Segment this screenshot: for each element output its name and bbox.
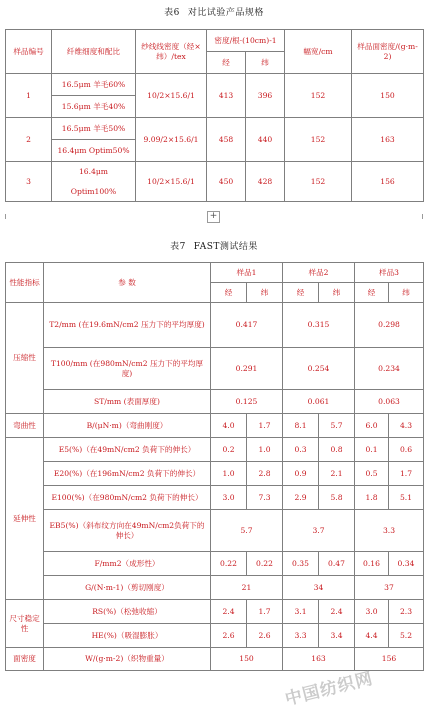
table6-cell-areal: 163 <box>352 118 424 162</box>
table7-value: 1.0 <box>247 438 283 462</box>
table7-value: 5.1 <box>389 486 424 510</box>
table6-cell-weft: 428 <box>246 162 285 202</box>
table7-caption-number: 表7 <box>170 242 186 252</box>
table7-value: 0.3 <box>283 438 319 462</box>
table7-value: 150 <box>211 648 283 671</box>
table7-group-stretch: 延伸性 <box>6 438 44 600</box>
table-row <box>6 462 424 486</box>
watermark: 中国纺织网 <box>283 668 376 710</box>
table7-caption <box>0 239 428 252</box>
table6-cell-areal: 150 <box>352 74 424 118</box>
table7-value: 0.234 <box>355 348 424 390</box>
table6-cell-warp: 450 <box>207 162 246 202</box>
table7-value: 0.315 <box>283 303 355 348</box>
table7-value: 0.9 <box>283 462 319 486</box>
table7-caption-title: FAST测试结果 <box>193 242 258 252</box>
table7-value: 0.1 <box>355 438 389 462</box>
table-corner-mark <box>422 214 423 219</box>
table7-param: B/(μN·m)（弯曲刚度） <box>44 414 211 438</box>
table-row <box>6 486 424 510</box>
table-row <box>6 390 424 414</box>
table6-cell-yarn: 10/2×15.6/1 <box>136 74 207 118</box>
table7-value: 3.3 <box>355 510 424 552</box>
table7-value: 3.3 <box>283 624 319 648</box>
add-row-button[interactable]: + <box>207 211 220 223</box>
table7-param: RS(%)（松弛收缩） <box>44 600 211 624</box>
table-row <box>6 74 424 96</box>
table7-param: E5(%)（在49mN/cm2 负荷下的伸长） <box>44 438 211 462</box>
table7-header-sample1: 样品1 <box>211 263 283 283</box>
table7-header-param: 参 数 <box>44 263 211 303</box>
table7-value: 0.35 <box>283 552 319 576</box>
table7-value: 2.6 <box>247 624 283 648</box>
table6-header-fiber-ratio: 纤维细度和配比 <box>52 30 136 74</box>
table6-header-density: 密度/根·(10cm)-1 <box>207 30 285 52</box>
table7-value: 3.1 <box>283 600 319 624</box>
table7-value: 5.8 <box>319 486 355 510</box>
table-row <box>6 552 424 576</box>
table7-value: 0.2 <box>211 438 247 462</box>
table7-value: 3.7 <box>283 510 355 552</box>
table7-header-weft: 纬 <box>389 283 424 303</box>
table7-value: 0.5 <box>355 462 389 486</box>
table-row <box>6 438 424 462</box>
table7-value: 2.1 <box>319 462 355 486</box>
table6-cell-areal: 156 <box>352 162 424 202</box>
table7-param: HE(%)（吸湿膨胀） <box>44 624 211 648</box>
table7-header-sample3: 样品3 <box>355 263 424 283</box>
table6 <box>5 29 424 202</box>
table7-value: 0.22 <box>247 552 283 576</box>
table7-param: G/(N·m-1)（剪切刚度） <box>44 576 211 600</box>
table7-header-warp: 经 <box>283 283 319 303</box>
table6-cell-width: 152 <box>285 74 352 118</box>
table6-cell-weft: 396 <box>246 74 285 118</box>
table7-value: 3.0 <box>355 600 389 624</box>
table7-value: 1.7 <box>389 462 424 486</box>
table7-value: 1.0 <box>211 462 247 486</box>
table7-value: 0.6 <box>389 438 424 462</box>
table7-value: 0.063 <box>355 390 424 414</box>
table7-value: 6.0 <box>355 414 389 438</box>
table7-value: 0.47 <box>319 552 355 576</box>
table6-header-yarn-density: 纱线线密度（经×纬）/tex <box>136 30 207 74</box>
table7-param: T100/mm (在980mN/cm2 压力下的平均厚度) <box>44 348 211 390</box>
table7-value: 3.4 <box>319 624 355 648</box>
table7-value: 1.7 <box>247 414 283 438</box>
table7-group-dimensional: 尺寸稳定性 <box>6 600 44 648</box>
table7-value: 34 <box>283 576 355 600</box>
table7-value: 0.22 <box>211 552 247 576</box>
table6-cell-yarn: 10/2×15.6/1 <box>136 162 207 202</box>
table6-header-sample-no: 样品编号 <box>6 30 52 74</box>
table-row <box>6 600 424 624</box>
table7-value: 4.0 <box>211 414 247 438</box>
table7-value: 163 <box>283 648 355 671</box>
table7-value: 8.1 <box>283 414 319 438</box>
table6-cell-width: 152 <box>285 162 352 202</box>
table6-cell-yarn: 9.09/2×15.6/1 <box>136 118 207 162</box>
table7-param: E20(%)（在196mN/cm2 负荷下的伸长） <box>44 462 211 486</box>
table-row <box>6 348 424 390</box>
table7-value: 0.8 <box>319 438 355 462</box>
table7-value: 5.7 <box>319 414 355 438</box>
table6-caption-number: 表6 <box>164 8 180 18</box>
table6-cell-warp: 413 <box>207 74 246 118</box>
table6-fiber-line: 16.4μm <box>78 166 109 176</box>
table7-param: ST/mm (表面厚度) <box>44 390 211 414</box>
table-row <box>6 576 424 600</box>
table-row <box>6 162 424 202</box>
table7-value: 7.3 <box>247 486 283 510</box>
table6-cell-no: 2 <box>6 118 52 162</box>
table6-header-weft: 纬 <box>246 52 285 74</box>
table7-value: 2.3 <box>389 600 424 624</box>
table7-header-index: 性能指标 <box>6 263 44 303</box>
table6-header-areal-density: 样品面密度/(g·m-2) <box>352 30 424 74</box>
table7-value: 4.4 <box>355 624 389 648</box>
table7-value: 0.061 <box>283 390 355 414</box>
table-row <box>6 414 424 438</box>
table7-value: 0.417 <box>211 303 283 348</box>
table6-caption-title: 对比试验产品规格 <box>187 8 264 18</box>
table-row <box>6 303 424 348</box>
table-row <box>6 624 424 648</box>
table7-value: 3.0 <box>211 486 247 510</box>
table6-cell-fiber: 16.5μm 羊毛60% <box>52 74 136 96</box>
table7-header-weft: 纬 <box>319 283 355 303</box>
table6-cell-width: 152 <box>285 118 352 162</box>
table6-cell-fiber: 15.6μm 羊毛40% <box>52 96 136 118</box>
table7-value: 0.254 <box>283 348 355 390</box>
table7-param: F/mm2（成形性） <box>44 552 211 576</box>
table-corner-mark <box>5 214 6 219</box>
table-row <box>6 510 424 552</box>
table7-header-weft: 纬 <box>247 283 283 303</box>
table6-header-warp: 经 <box>207 52 246 74</box>
table6-cell-fiber: 16.5μm 羊毛50% <box>52 118 136 140</box>
table7-param: E100(%)（在980mN/cm2 负荷下的伸长） <box>44 486 211 510</box>
table6-cell-weft: 440 <box>246 118 285 162</box>
table6-cell-warp: 458 <box>207 118 246 162</box>
table6-header-width: 幅宽/cm <box>285 30 352 74</box>
table7-group-areal: 面密度 <box>6 648 44 671</box>
table7-value: 5.7 <box>211 510 283 552</box>
table7 <box>5 262 424 671</box>
table7-value: 2.4 <box>319 600 355 624</box>
table7-value: 2.8 <box>247 462 283 486</box>
table7-value: 0.16 <box>355 552 389 576</box>
table7-value: 0.291 <box>211 348 283 390</box>
table7-header-warp: 经 <box>211 283 247 303</box>
table6-cell-no: 1 <box>6 74 52 118</box>
table7-value: 37 <box>355 576 424 600</box>
table7-value: 156 <box>355 648 424 671</box>
table6-cell-no: 3 <box>6 162 52 202</box>
table7-value: 0.125 <box>211 390 283 414</box>
table6-fiber-line: Optim100% <box>70 186 117 196</box>
table7-header-sample2: 样品2 <box>283 263 355 283</box>
table7-param: W/(g·m-2)（织物重量） <box>44 648 211 671</box>
table7-value: 1.7 <box>247 600 283 624</box>
table-row <box>6 118 424 140</box>
table7-value: 1.8 <box>355 486 389 510</box>
table7-value: 2.4 <box>211 600 247 624</box>
table6-cell-fiber: 16.4μm Optim50% <box>52 140 136 162</box>
table7-value: 4.3 <box>389 414 424 438</box>
table6-caption <box>0 5 428 18</box>
table7-header-warp: 经 <box>355 283 389 303</box>
table7-value: 0.34 <box>389 552 424 576</box>
table6-cell-fiber <box>52 162 136 202</box>
table7-value: 5.2 <box>389 624 424 648</box>
table7-value: 2.9 <box>283 486 319 510</box>
table7-group-bend: 弯曲性 <box>6 414 44 438</box>
table7-value: 2.6 <box>211 624 247 648</box>
table7-param: T2/mm (在19.6mN/cm2 压力下的平均厚度) <box>44 303 211 348</box>
table7-value: 21 <box>211 576 283 600</box>
table7-group-compress: 压缩性 <box>6 303 44 414</box>
table7-param: EB5(%)（斜布纹方向在49mN/cm2负荷下的伸长） <box>44 510 211 552</box>
table7-value: 0.298 <box>355 303 424 348</box>
